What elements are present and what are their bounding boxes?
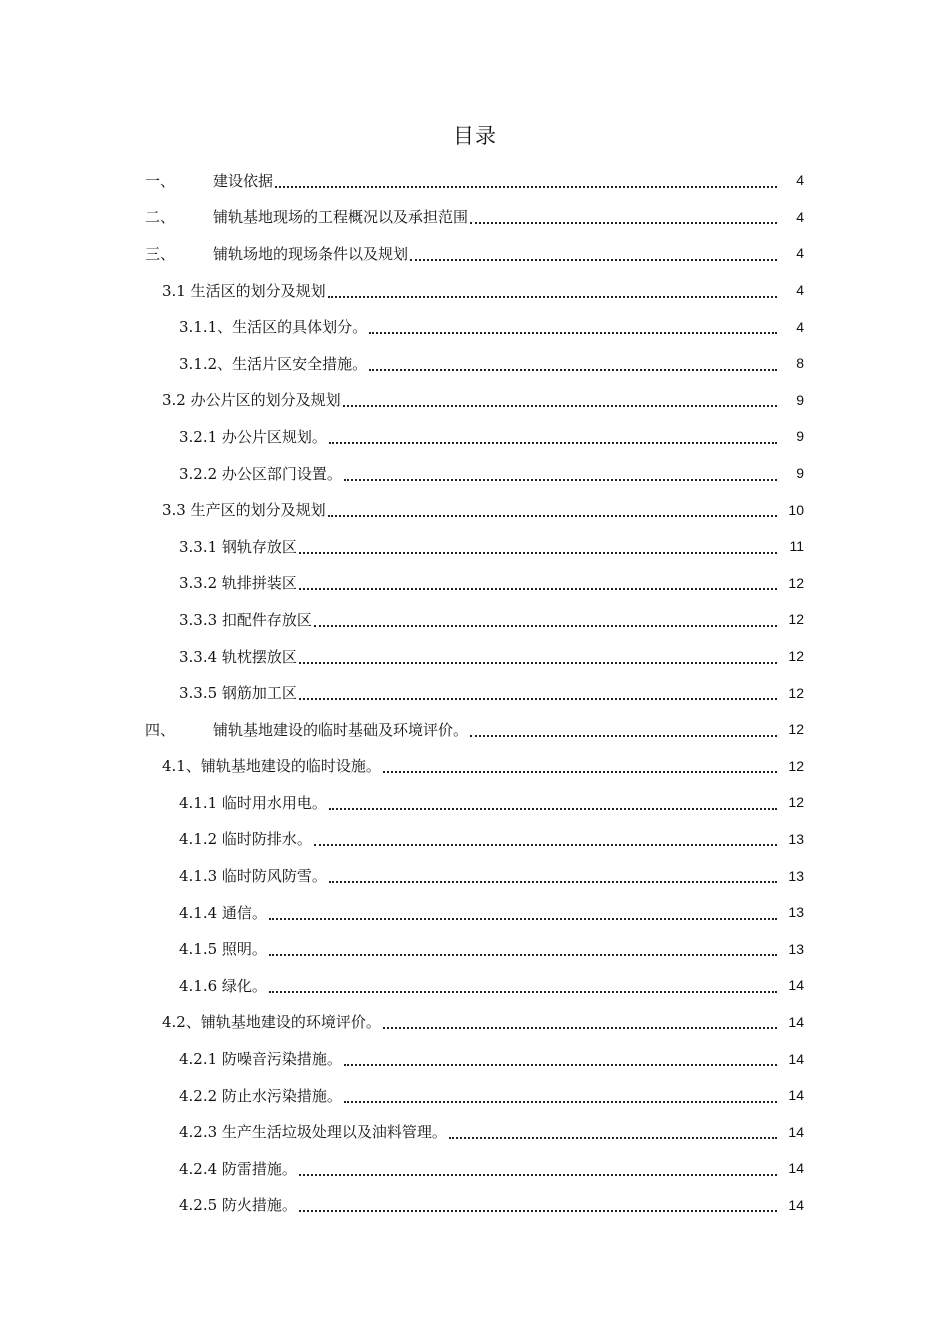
toc-entry-title: 3.2.1 办公片区规划。: [179, 427, 327, 446]
toc-dot-leader: [299, 587, 777, 590]
toc-entry[interactable]: [0, 821, 950, 858]
toc-entry-title: 4.2.1 防噪音污染措施。: [179, 1050, 342, 1069]
toc-dot-leader: [470, 734, 777, 737]
toc-entry-page-number: 12: [788, 757, 804, 774]
toc-entry[interactable]: [0, 930, 950, 967]
toc-entry[interactable]: [0, 967, 950, 1004]
toc-entry-title: 4.1.4 通信。: [179, 903, 267, 922]
toc-entry[interactable]: [0, 1150, 950, 1187]
toc-entry[interactable]: [0, 162, 950, 199]
toc-entry[interactable]: [0, 1040, 950, 1077]
toc-entry-page-number: 14: [788, 1050, 804, 1067]
toc-entry-page-number: 13: [788, 830, 804, 847]
toc-entry-title: 建设依据: [213, 171, 274, 190]
toc-entry[interactable]: [0, 308, 950, 345]
toc-dot-leader: [299, 551, 777, 554]
toc-dot-leader: [269, 917, 777, 920]
toc-dot-leader: [314, 843, 777, 846]
toc-entry-page-number: 8: [796, 355, 804, 372]
toc-entry-title: 4.1.6 绿化。: [179, 976, 267, 995]
toc-dot-leader: [328, 514, 777, 517]
toc-entry-title: 4.1.3 临时防风防雪。: [179, 867, 327, 886]
toc-entry-page-number: 12: [788, 684, 804, 701]
toc-dot-leader: [329, 441, 777, 444]
toc-entry[interactable]: [0, 199, 950, 236]
toc-entry-title: 4.2、铺轨基地建设的环境评价。: [162, 1013, 381, 1032]
toc-entry[interactable]: [0, 528, 950, 565]
toc-dot-leader: [369, 331, 777, 334]
toc-entry-title: 3.1 生活区的划分及规划: [162, 281, 326, 300]
toc-entry-page-number: 14: [788, 1160, 804, 1177]
toc-entry[interactable]: [0, 1113, 950, 1150]
toc-entry-page-number: 4: [796, 208, 804, 225]
toc-entry-page-number: 9: [796, 391, 804, 408]
toc-entry-title: 4.1.1 临时用水用电。: [179, 793, 327, 812]
toc-dot-leader: [344, 478, 777, 481]
toc-entry[interactable]: [0, 235, 950, 272]
toc-entry-number: 四、: [145, 720, 176, 739]
toc-entry-page-number: 4: [796, 245, 804, 262]
toc-dot-leader: [299, 661, 777, 664]
toc-entry-title: 4.2.3 生产生活垃圾处理以及油料管理。: [179, 1123, 447, 1142]
toc-entry[interactable]: [0, 638, 950, 675]
toc-entry-page-number: 10: [788, 501, 804, 518]
toc-entry[interactable]: [0, 1187, 950, 1224]
toc-entry-title: 4.1.2 临时防排水。: [179, 830, 312, 849]
toc-entry[interactable]: [0, 894, 950, 931]
toc-entry[interactable]: [0, 748, 950, 785]
toc-dot-leader: [269, 953, 777, 956]
toc-entry-title: 3.3.1 钢轨存放区: [179, 537, 297, 556]
toc-dot-leader: [328, 295, 777, 298]
toc-dot-leader: [299, 1173, 777, 1176]
toc-dot-leader: [299, 1209, 777, 1212]
toc-entry-title: 铺轨基地建设的临时基础及环境评价。: [213, 720, 469, 739]
toc-entry-title: 3.3.2 轨排拼装区: [179, 574, 297, 593]
toc-entry[interactable]: [0, 1077, 950, 1114]
toc-dot-leader: [449, 1136, 777, 1139]
toc-entry[interactable]: [0, 418, 950, 455]
toc-entry-page-number: 13: [788, 904, 804, 921]
toc-list: [0, 162, 950, 1223]
toc-entry-title: 3.2.2 办公区部门设置。: [179, 464, 342, 483]
toc-entry-page-number: 14: [788, 1087, 804, 1104]
toc-dot-leader: [470, 221, 777, 224]
toc-entry-page-number: 12: [788, 648, 804, 665]
toc-entry-title: 铺轨基地现场的工程概况以及承担范围: [213, 208, 469, 227]
toc-entry[interactable]: [0, 674, 950, 711]
toc-entry-page-number: 9: [796, 428, 804, 445]
toc-entry-title: 3.3.5 钢筋加工区: [179, 684, 297, 703]
toc-title: 目录: [453, 124, 497, 148]
toc-entry-page-number: 4: [796, 172, 804, 189]
toc-dot-leader: [329, 880, 777, 883]
toc-dot-leader: [410, 258, 777, 261]
toc-entry-title: 3.3.4 轨枕摆放区: [179, 647, 297, 666]
toc-dot-leader: [383, 770, 777, 773]
toc-entry[interactable]: [0, 455, 950, 492]
toc-dot-leader: [344, 1063, 777, 1066]
toc-entry-page-number: 4: [796, 318, 804, 335]
toc-entry-title: 3.3 生产区的划分及规划: [162, 501, 326, 520]
toc-dot-leader: [269, 990, 777, 993]
toc-entry-page-number: 9: [796, 465, 804, 482]
toc-entry-page-number: 12: [788, 574, 804, 591]
toc-entry-page-number: 14: [788, 1123, 804, 1140]
toc-entry-title: 铺轨场地的现场条件以及规划: [213, 244, 409, 263]
toc-entry-title: 4.2.4 防雷措施。: [179, 1159, 297, 1178]
toc-entry-title: 3.2 办公片区的划分及规划: [162, 391, 341, 410]
toc-entry-page-number: 14: [788, 1196, 804, 1213]
toc-entry[interactable]: [0, 382, 950, 419]
toc-entry-title: 3.3.3 扣配件存放区: [179, 610, 312, 629]
toc-dot-leader: [275, 185, 777, 188]
toc-entry[interactable]: [0, 784, 950, 821]
toc-entry-page-number: 4: [796, 282, 804, 299]
toc-entry-page-number: 13: [788, 867, 804, 884]
toc-entry[interactable]: [0, 857, 950, 894]
toc-dot-leader: [343, 404, 777, 407]
toc-entry-title: 4.2.5 防火措施。: [179, 1196, 297, 1215]
toc-entry-page-number: 14: [788, 1013, 804, 1030]
toc-entry-title: 4.1.5 照明。: [179, 940, 267, 959]
toc-entry-title: 3.1.2、生活片区安全措施。: [179, 354, 368, 373]
toc-entry-page-number: 11: [789, 538, 804, 555]
toc-entry[interactable]: [0, 272, 950, 309]
toc-entry-page-number: 14: [788, 977, 804, 994]
toc-entry-title: 3.1.1、生活区的具体划分。: [179, 318, 368, 337]
toc-dot-leader: [299, 697, 777, 700]
toc-entry-title: 4.2.2 防止水污染措施。: [179, 1086, 342, 1105]
toc-entry[interactable]: [0, 1004, 950, 1041]
toc-entry-number: 一、: [145, 171, 176, 190]
toc-dot-leader: [344, 1100, 777, 1103]
toc-dot-leader: [383, 1026, 777, 1029]
toc-dot-leader: [314, 624, 777, 627]
toc-entry-number: 三、: [145, 244, 176, 263]
toc-dot-leader: [329, 807, 777, 810]
toc-entry-page-number: 12: [788, 721, 804, 738]
toc-entry[interactable]: [0, 565, 950, 602]
toc-entry[interactable]: [0, 345, 950, 382]
toc-entry-page-number: 13: [788, 940, 804, 957]
toc-entry-number: 二、: [145, 208, 176, 227]
toc-entry-page-number: 12: [788, 611, 804, 628]
toc-dot-leader: [369, 368, 777, 371]
toc-entry-title: 4.1、铺轨基地建设的临时设施。: [162, 757, 381, 776]
toc-entry[interactable]: [0, 601, 950, 638]
toc-entry[interactable]: [0, 711, 950, 748]
toc-entry-page-number: 12: [788, 794, 804, 811]
toc-entry[interactable]: [0, 491, 950, 528]
